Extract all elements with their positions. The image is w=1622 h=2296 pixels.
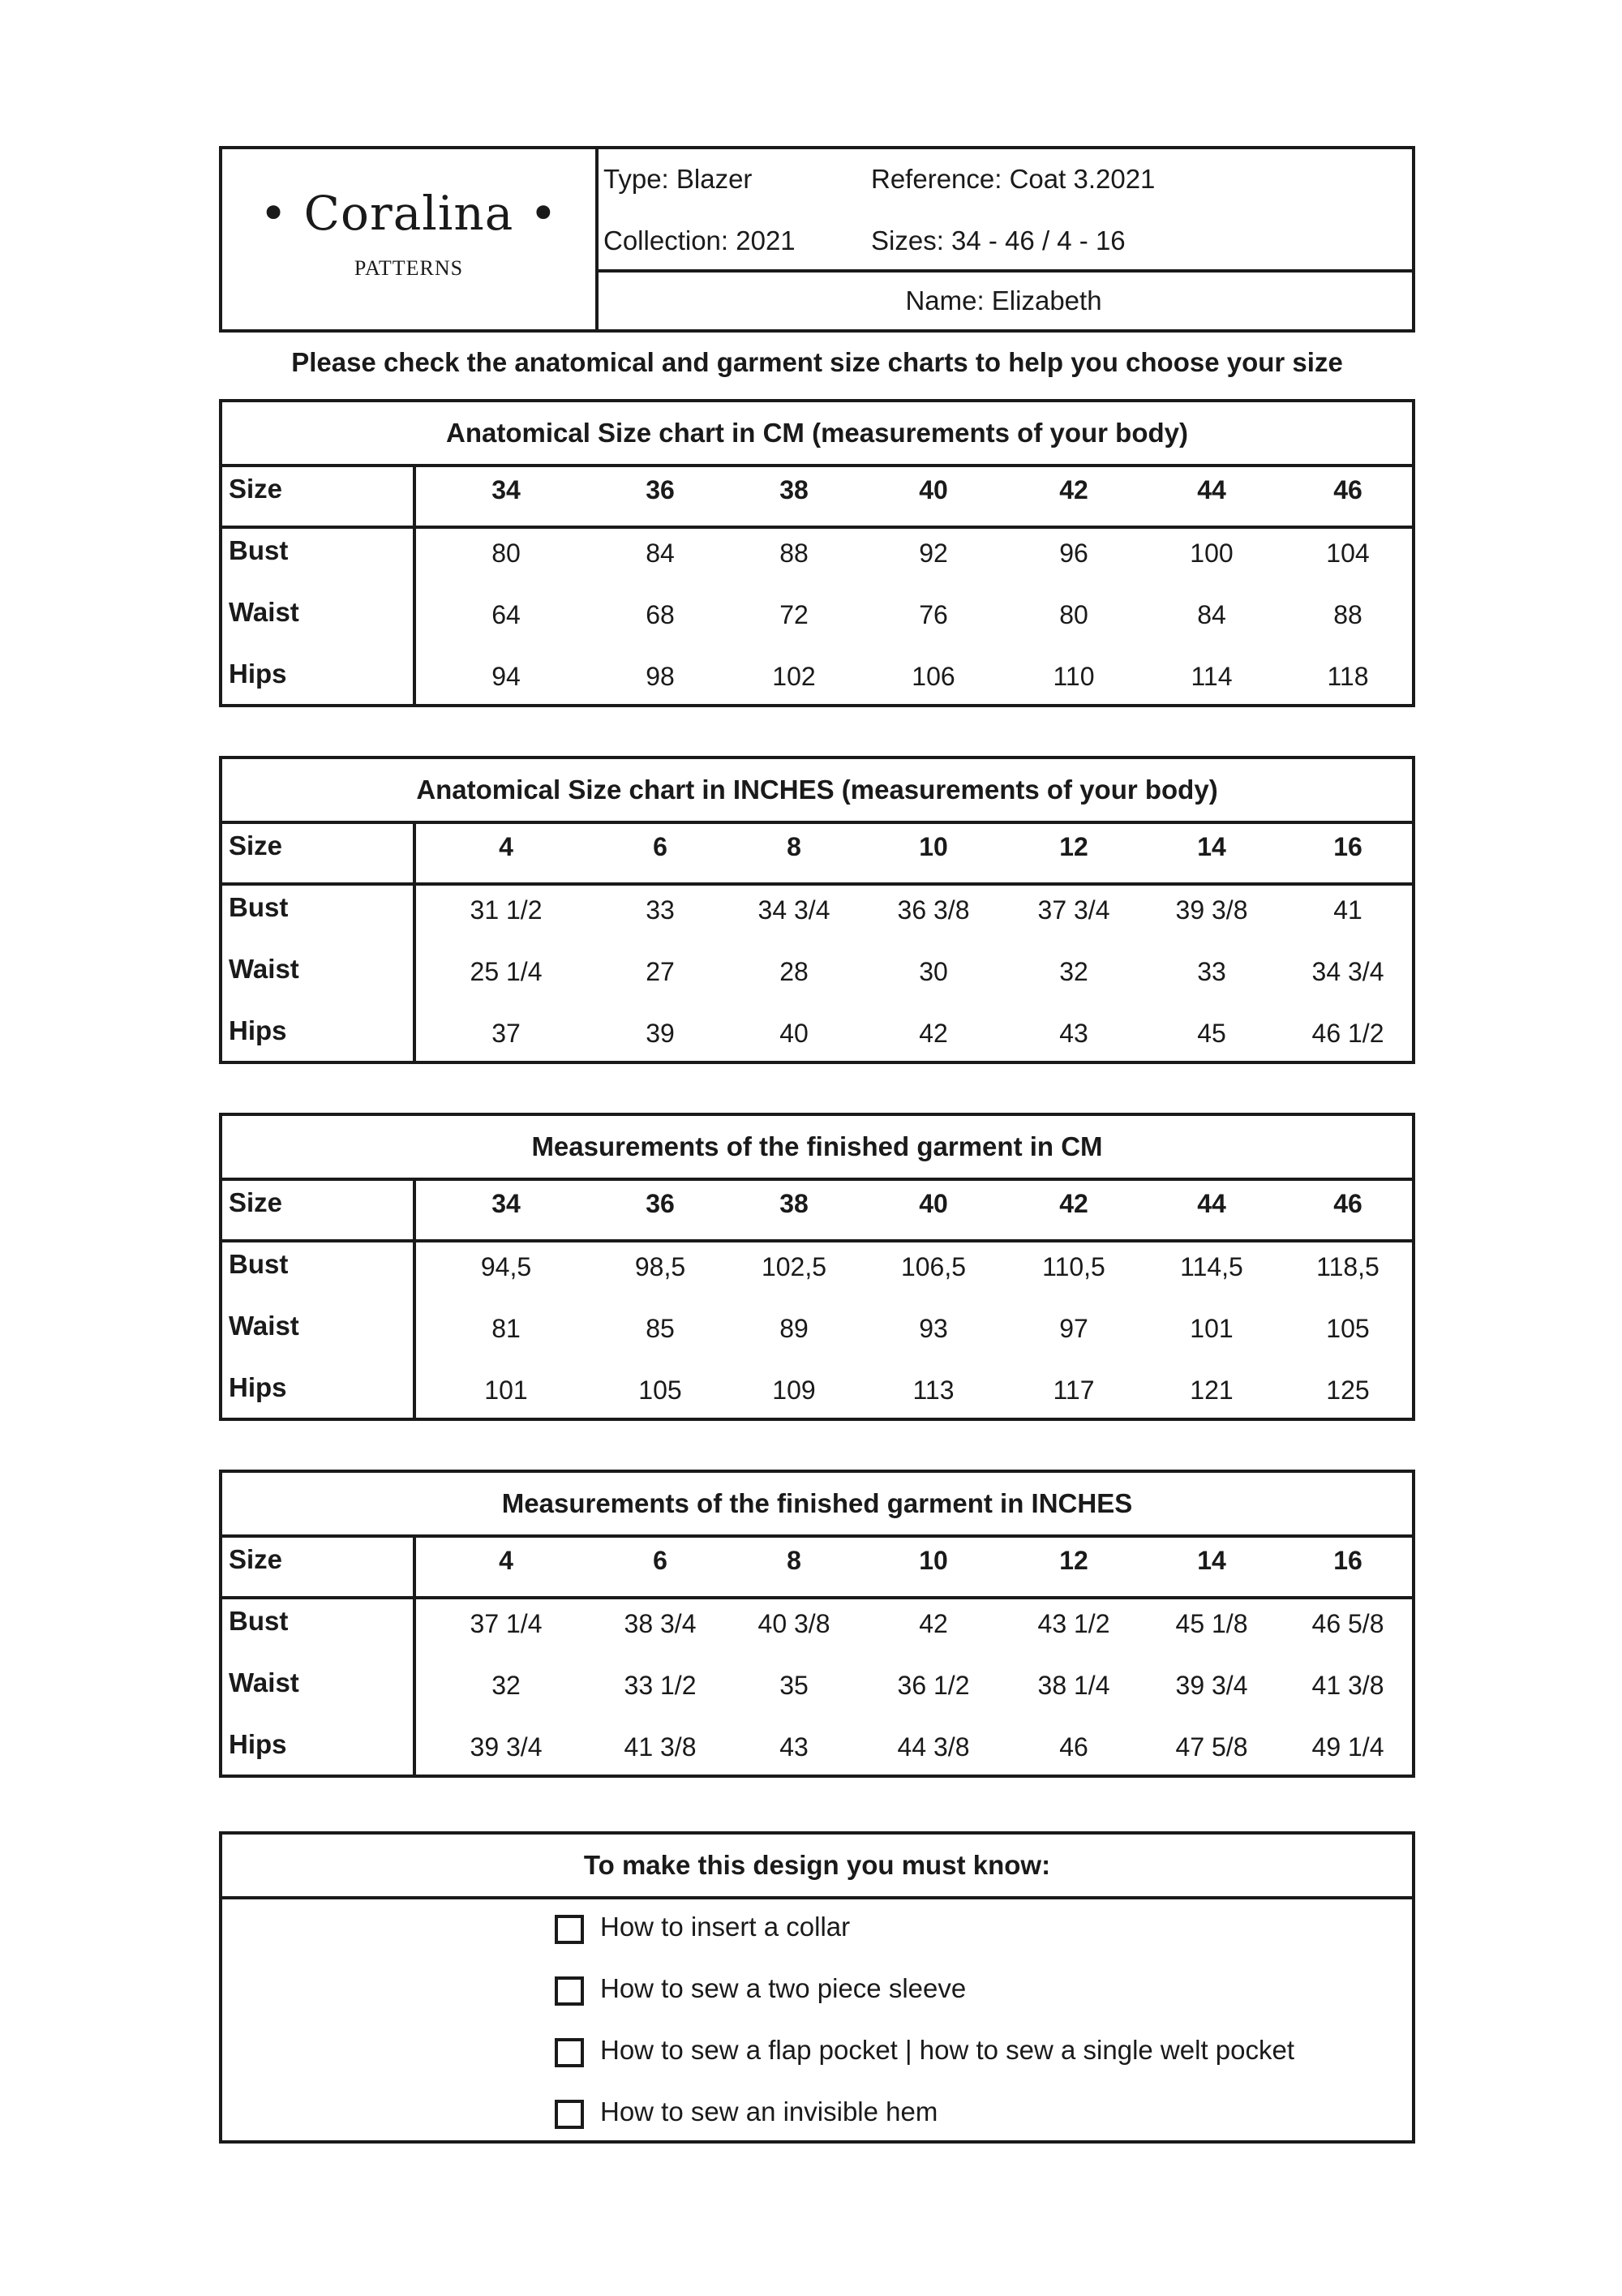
size-header-cell: 46 xyxy=(1333,475,1362,504)
measure-cell: 34 3/4 xyxy=(757,895,830,925)
size-row-label: Size xyxy=(229,830,283,860)
measure-cell: 109 xyxy=(772,1375,816,1405)
measure-cell: 42 xyxy=(919,1609,948,1638)
measure-cell: 31 1/2 xyxy=(470,895,543,925)
size-header-cell: 44 xyxy=(1197,475,1226,504)
measure-row-label: Bust xyxy=(229,892,289,922)
measure-cell: 110,5 xyxy=(1042,1252,1105,1281)
measure-cell: 25 1/4 xyxy=(470,957,543,986)
size-header-cell: 16 xyxy=(1333,1546,1362,1575)
measure-cell: 32 xyxy=(1059,957,1088,986)
measure-cell: 37 3/4 xyxy=(1037,895,1110,925)
measure-cell: 40 xyxy=(779,1019,809,1048)
skill-label: How to sew a two piece sleeve xyxy=(600,1973,967,2003)
size-header-cell: 12 xyxy=(1059,832,1088,861)
measure-cell: 45 xyxy=(1197,1019,1226,1048)
measure-cell: 40 3/8 xyxy=(757,1609,830,1638)
skill-checkbox[interactable] xyxy=(555,1915,584,1944)
size-row-label: Size xyxy=(229,474,283,504)
size-chart-notice: Please check the anatomical and garment size charts to help you choose your size xyxy=(291,347,1343,377)
garment-type: Type: Blazer xyxy=(603,164,753,194)
skill-label: How to sew an invisible hem xyxy=(600,2096,938,2126)
measure-cell: 30 xyxy=(919,957,948,986)
measure-cell: 117 xyxy=(1053,1375,1095,1405)
size-header-cell: 34 xyxy=(491,1189,521,1218)
size-chart-title: Measurements of the finished garment in INCHES xyxy=(222,1473,1412,1538)
size-header-cell: 8 xyxy=(787,832,801,861)
size-header-cell: 8 xyxy=(787,1546,801,1575)
column-divider xyxy=(413,1178,416,1418)
measure-cell: 43 xyxy=(779,1732,809,1762)
measure-cell: 125 xyxy=(1326,1375,1370,1405)
measure-cell: 41 3/8 xyxy=(624,1732,697,1762)
measure-cell: 46 xyxy=(1059,1732,1088,1762)
size-chart-title: Measurements of the finished garment in CM xyxy=(222,1116,1412,1181)
measure-cell: 102 xyxy=(772,662,816,691)
size-header-cell: 10 xyxy=(919,1546,948,1575)
measure-row-label: Waist xyxy=(229,1311,299,1341)
measure-cell: 39 xyxy=(646,1019,675,1048)
size-header-cell: 4 xyxy=(499,832,513,861)
measure-cell: 113 xyxy=(912,1375,955,1405)
measure-cell: 98,5 xyxy=(634,1252,686,1281)
measure-cell: 39 3/4 xyxy=(470,1732,543,1762)
measure-cell: 39 3/4 xyxy=(1175,1671,1248,1700)
size-header-cell: 42 xyxy=(1059,475,1088,504)
measure-cell: 41 xyxy=(1333,895,1362,925)
measure-row-label: Hips xyxy=(229,1729,287,1759)
measure-cell: 84 xyxy=(646,539,675,568)
measure-cell: 81 xyxy=(491,1314,521,1343)
measure-cell: 100 xyxy=(1190,539,1234,568)
measure-cell: 34 3/4 xyxy=(1311,957,1384,986)
measure-cell: 118 xyxy=(1327,662,1369,691)
measure-cell: 97 xyxy=(1059,1314,1088,1343)
measure-cell: 105 xyxy=(638,1375,682,1405)
header-divider xyxy=(595,269,1412,273)
measure-cell: 72 xyxy=(779,600,809,629)
size-header-cell: 4 xyxy=(499,1546,513,1575)
measure-cell: 64 xyxy=(491,600,521,629)
measure-cell: 102,5 xyxy=(761,1252,827,1281)
column-divider xyxy=(413,821,416,1061)
measure-cell: 80 xyxy=(1059,600,1088,629)
column-divider xyxy=(413,464,416,704)
measure-cell: 98 xyxy=(646,662,675,691)
measure-cell: 96 xyxy=(1059,539,1088,568)
size-header-cell: 46 xyxy=(1333,1189,1362,1218)
size-header-cell: 6 xyxy=(653,832,667,861)
skills-title: To make this design you must know: xyxy=(222,1835,1412,1899)
skill-label: How to insert a collar xyxy=(600,1912,851,1942)
size-header-cell: 10 xyxy=(919,832,948,861)
measure-row-label: Bust xyxy=(229,535,289,565)
pattern-reference: Reference: Coat 3.2021 xyxy=(871,164,1156,194)
skill-checkbox[interactable] xyxy=(555,2038,584,2067)
pattern-sizes: Sizes: 34 - 46 / 4 - 16 xyxy=(871,225,1126,255)
measure-row-label: Bust xyxy=(229,1249,289,1279)
measure-cell: 33 xyxy=(646,895,675,925)
size-chart-title: Anatomical Size chart in INCHES (measurements of your body) xyxy=(222,759,1412,824)
pattern-name: Name: Elizabeth xyxy=(905,285,1102,315)
required-skills-box xyxy=(219,1831,1415,2144)
size-header-cell: 40 xyxy=(919,1189,948,1218)
size-chart-table xyxy=(219,1113,1415,1421)
measure-cell: 37 xyxy=(491,1019,521,1048)
measure-cell: 101 xyxy=(1190,1314,1234,1343)
measure-cell: 101 xyxy=(484,1375,528,1405)
measure-cell: 33 1/2 xyxy=(624,1671,697,1700)
size-chart-title: Anatomical Size chart in CM (measurements of your body) xyxy=(222,402,1412,467)
measure-cell: 37 1/4 xyxy=(470,1609,543,1638)
measure-cell: 68 xyxy=(646,600,675,629)
measure-cell: 38 3/4 xyxy=(624,1609,697,1638)
measure-cell: 88 xyxy=(1333,600,1362,629)
measure-row-label: Hips xyxy=(229,1372,287,1402)
measure-cell: 80 xyxy=(491,539,521,568)
measure-row-label: Waist xyxy=(229,1667,299,1697)
measure-cell: 45 1/8 xyxy=(1175,1609,1248,1638)
size-header-cell: 38 xyxy=(779,1189,809,1218)
measure-cell: 42 xyxy=(919,1019,948,1048)
size-header-cell: 12 xyxy=(1059,1546,1088,1575)
measure-cell: 92 xyxy=(919,539,948,568)
measure-cell: 46 1/2 xyxy=(1311,1019,1384,1048)
size-chart-table xyxy=(219,399,1415,707)
measure-cell: 49 1/4 xyxy=(1311,1732,1384,1762)
skill-checkbox[interactable] xyxy=(555,2100,584,2129)
measure-cell: 36 1/2 xyxy=(897,1671,970,1700)
size-header-cell: 14 xyxy=(1197,1546,1226,1575)
measure-cell: 114 xyxy=(1191,662,1233,691)
measure-cell: 27 xyxy=(646,957,675,986)
measure-cell: 38 1/4 xyxy=(1037,1671,1110,1700)
brand-subtitle: PATTERNS xyxy=(354,256,464,280)
measure-cell: 44 3/8 xyxy=(897,1732,970,1762)
measure-cell: 94 xyxy=(491,662,521,691)
size-header-cell: 14 xyxy=(1197,832,1226,861)
brand-name: • Coralina • xyxy=(260,186,558,241)
size-header-cell: 36 xyxy=(646,475,675,504)
measure-cell: 110 xyxy=(1053,662,1095,691)
pattern-header xyxy=(219,146,1415,333)
measure-cell: 121 xyxy=(1190,1375,1234,1405)
size-header-cell: 6 xyxy=(653,1546,667,1575)
measure-cell: 43 1/2 xyxy=(1037,1609,1110,1638)
measure-cell: 36 3/8 xyxy=(897,895,970,925)
measure-cell: 35 xyxy=(779,1671,809,1700)
size-header-cell: 36 xyxy=(646,1189,675,1218)
measure-cell: 114,5 xyxy=(1180,1252,1243,1281)
size-header-cell: 38 xyxy=(779,475,809,504)
measure-cell: 76 xyxy=(919,600,948,629)
measure-cell: 89 xyxy=(779,1314,809,1343)
measure-row-label: Hips xyxy=(229,1015,287,1045)
measure-row-label: Waist xyxy=(229,954,299,984)
measure-cell: 28 xyxy=(779,957,809,986)
measure-cell: 106 xyxy=(912,662,955,691)
size-chart-table xyxy=(219,756,1415,1064)
skill-label: How to sew a flap pocket | how to sew a single welt pocket xyxy=(600,2035,1295,2065)
measure-row-label: Bust xyxy=(229,1606,289,1636)
measure-cell: 41 3/8 xyxy=(1311,1671,1384,1700)
measure-cell: 85 xyxy=(646,1314,675,1343)
size-row-label: Size xyxy=(229,1187,283,1217)
measure-cell: 84 xyxy=(1197,600,1226,629)
measure-cell: 88 xyxy=(779,539,809,568)
size-chart-table xyxy=(219,1470,1415,1778)
measure-cell: 32 xyxy=(491,1671,521,1700)
measure-cell: 104 xyxy=(1326,539,1370,568)
pattern-collection: Collection: 2021 xyxy=(603,225,796,255)
measure-row-label: Hips xyxy=(229,659,287,689)
measure-cell: 47 5/8 xyxy=(1175,1732,1248,1762)
size-header-cell: 16 xyxy=(1333,832,1362,861)
measure-row-label: Waist xyxy=(229,597,299,627)
measure-cell: 33 xyxy=(1197,957,1226,986)
size-header-cell: 34 xyxy=(491,475,521,504)
size-row-label: Size xyxy=(229,1544,283,1574)
skill-checkbox[interactable] xyxy=(555,1976,584,2006)
column-divider xyxy=(413,1534,416,1775)
measure-cell: 106,5 xyxy=(900,1252,967,1281)
brand-logo xyxy=(222,149,599,329)
measure-cell: 118,5 xyxy=(1316,1252,1380,1281)
measure-cell: 94,5 xyxy=(480,1252,532,1281)
measure-cell: 46 5/8 xyxy=(1311,1609,1384,1638)
measure-cell: 105 xyxy=(1326,1314,1370,1343)
size-header-cell: 40 xyxy=(919,475,948,504)
measure-cell: 93 xyxy=(919,1314,948,1343)
measure-cell: 43 xyxy=(1059,1019,1088,1048)
measure-cell: 39 3/8 xyxy=(1175,895,1248,925)
size-header-cell: 44 xyxy=(1197,1189,1226,1218)
size-header-cell: 42 xyxy=(1059,1189,1088,1218)
